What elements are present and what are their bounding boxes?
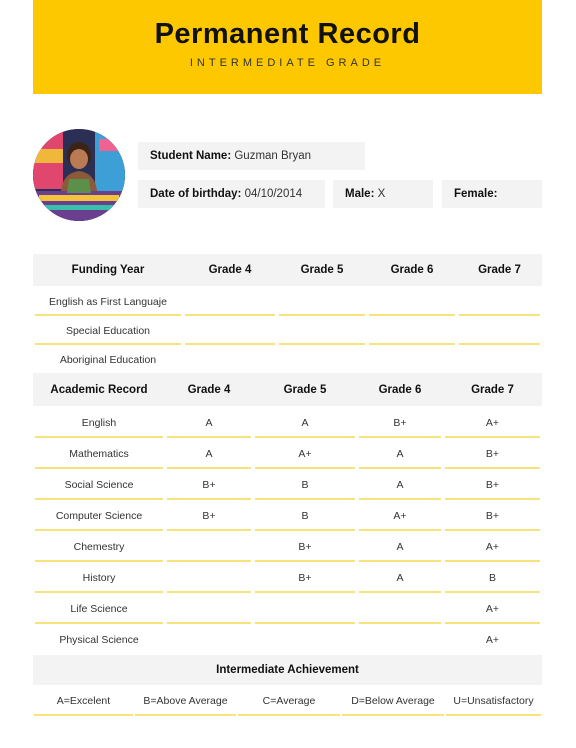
funding-header-row (33, 254, 542, 286)
funding-cell (277, 316, 367, 345)
student-name-value: Guzman Bryan (234, 150, 312, 162)
male-field (333, 180, 433, 208)
grade-cell: B+ (485, 447, 500, 460)
funding-row (33, 287, 542, 316)
funding-cell (457, 345, 542, 374)
grade-cell: A (396, 540, 404, 553)
student-photo (33, 129, 125, 221)
grade-cell (253, 624, 357, 655)
dob-label: Date of birthday: (150, 188, 242, 200)
legend-item: A=Excelent (56, 695, 111, 707)
funding-row-label: Aboriginal Education (59, 353, 157, 366)
subject-label: English (81, 416, 117, 429)
grade-cell: A (301, 416, 309, 429)
academic-row (33, 407, 542, 438)
academic-header-cell: Grade 5 (283, 383, 327, 396)
subject-label: Physical Science (59, 633, 139, 646)
funding-row-label: Special Education (65, 324, 151, 337)
grade-cell: B+ (298, 540, 312, 553)
legend-item: C=Average (262, 695, 316, 707)
funding-header-cell: Grade 7 (478, 264, 521, 276)
grade-cell: A+ (485, 602, 500, 615)
funding-header-cell: Funding Year (71, 264, 145, 276)
academic-row (33, 562, 542, 593)
academic-row (33, 531, 542, 562)
grade-cell: A+ (485, 416, 500, 429)
funding-cell (367, 316, 457, 345)
academic-header-cell: Grade 7 (471, 383, 514, 396)
funding-header-cell: Grade 4 (208, 264, 252, 276)
row-divider (238, 714, 340, 716)
academic-row (33, 624, 542, 655)
legend-item: U=Unsatisfactory (453, 695, 534, 707)
grade-cell (165, 531, 253, 562)
funding-cell (457, 316, 542, 345)
grade-cell: B+ (202, 509, 216, 522)
academic-row (33, 593, 542, 624)
grade-cell: A+ (485, 540, 500, 553)
funding-cell (367, 287, 457, 316)
grade-cell: A (205, 447, 213, 460)
dob-field (138, 180, 325, 208)
student-name-field (138, 142, 365, 170)
grade-cell: A (396, 447, 404, 460)
legend-item: B=Above Average (143, 695, 228, 707)
subject-label: History (82, 571, 116, 584)
male-value: X (377, 188, 386, 200)
grade-cell: A (205, 416, 213, 429)
row-divider (342, 714, 444, 716)
page-title: Permanent Record (154, 18, 421, 50)
grade-cell: A+ (298, 447, 312, 460)
academic-header-cell: Grade 6 (378, 383, 422, 396)
funding-header-cell: Grade 6 (390, 264, 434, 276)
grade-cell: B+ (202, 478, 216, 491)
funding-cell (277, 287, 367, 316)
grade-cell: A+ (485, 633, 500, 646)
grade-cell (165, 624, 253, 655)
funding-row (33, 316, 542, 345)
funding-cell (457, 287, 542, 316)
academic-header-cell: Academic Record (50, 383, 148, 396)
grade-cell: A+ (393, 509, 407, 522)
grade-cell: B+ (393, 416, 407, 429)
female-label: Female: (454, 188, 498, 200)
academic-row (33, 469, 542, 500)
academic-row (33, 500, 542, 531)
funding-cell (183, 287, 277, 316)
row-divider (34, 714, 133, 716)
subject-label: Mathematics (69, 447, 129, 460)
subject-label: Chemestry (73, 540, 125, 553)
grade-cell: A (396, 571, 404, 584)
grade-cell: A (396, 478, 404, 491)
grade-cell: B (301, 509, 309, 522)
funding-cell (277, 345, 367, 374)
subject-label: Life Science (70, 602, 128, 615)
achievement-legend-row (33, 686, 542, 716)
page-subtitle: INTERMEDIATE GRADE (189, 57, 386, 69)
subject-label: Computer Science (55, 509, 143, 522)
achievement-title: Intermediate Achievement (216, 664, 359, 676)
funding-row (33, 345, 542, 374)
academic-header-cell: Grade 4 (187, 383, 231, 396)
funding-cell (367, 345, 457, 374)
row-divider (446, 714, 541, 716)
grade-cell: B+ (485, 509, 500, 522)
grade-cell: B (301, 478, 309, 491)
grade-cell: B+ (485, 478, 500, 491)
grade-cell (357, 593, 443, 624)
grade-cell: B+ (298, 571, 312, 584)
male-label: Male: (345, 188, 375, 200)
student-name-label: Student Name: (150, 150, 232, 162)
funding-cell (183, 345, 277, 374)
funding-row-label: English as First Languaje (49, 295, 167, 308)
grade-cell: B (488, 571, 496, 584)
achievement-header-row (33, 655, 542, 685)
legend-item: D=Below Average (351, 695, 435, 707)
grade-cell (253, 593, 357, 624)
funding-header-cell: Grade 5 (300, 264, 344, 276)
funding-cell (183, 316, 277, 345)
academic-header-row (33, 373, 542, 406)
grade-cell (357, 624, 443, 655)
grade-cell (165, 562, 253, 593)
academic-row (33, 438, 542, 469)
subject-label: Social Science (64, 478, 134, 491)
grade-cell (165, 593, 253, 624)
header-banner (33, 0, 542, 94)
female-field (442, 180, 542, 208)
dob-value: 04/10/2014 (244, 188, 303, 200)
row-divider (135, 714, 236, 716)
